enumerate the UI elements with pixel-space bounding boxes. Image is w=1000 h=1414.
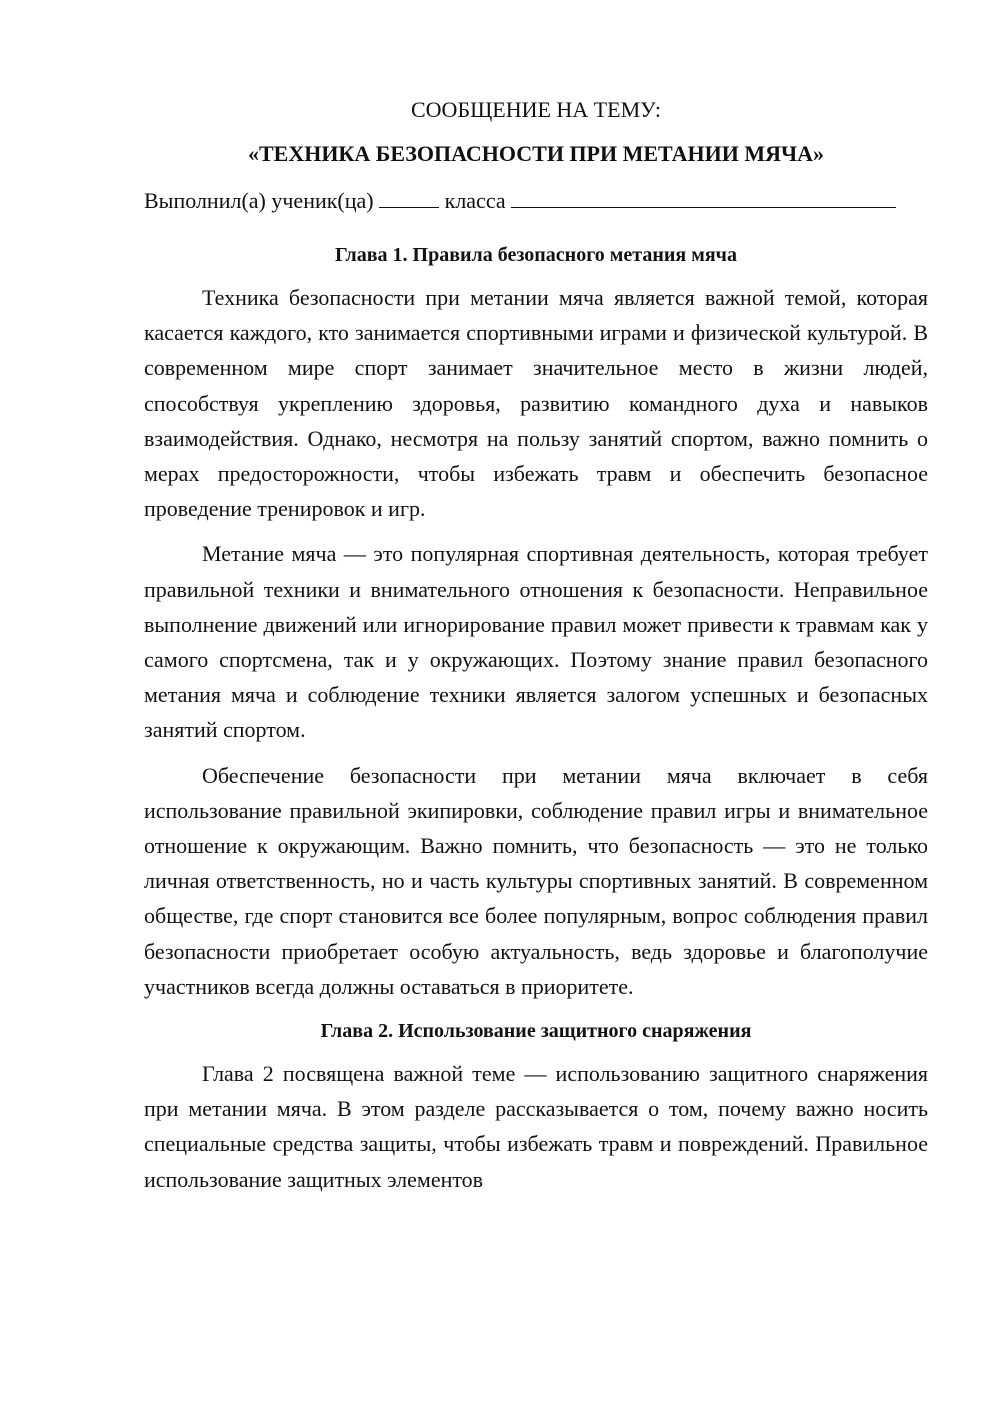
chapter-2-paragraph-1: Глава 2 посвящена важной теме — использованию защитного снаряжения при метании мяча. В этом разделе рассказывается о том, почему важно носить специальные средства защиты, чтобы избежать травм и повреждений. Правильное использование защитных элементов	[144, 1061, 928, 1192]
class-label: класса	[444, 188, 506, 213]
chapter-1-paragraph-3: Обеспечение безопасности при метании мяча включает в себя использование правильной экипировки, соблюдение правил игры и внимательное отношение к окружающим. Важно помнить, что безопасность — это не только личная ответственность, но и часть культуры спортивных занятий. В современном обществе, где спорт становится все более популярным, вопрос соблюдения правил безопасности приобретает особую актуальность, ведь здоровье и благополучие участников всегда должны оставаться в приоритете.	[144, 762, 928, 999]
chapter-2-title: Глава 2. Использование защитного снаряжения	[320, 1020, 752, 1043]
chapter-1-paragraph-1: Техника безопасности при метании мяча является важной темой, которая касается каждого, кто занимается спортивными играми и физической культурой. В современном мире спорт занимает значительное место в жизни людей, способствуя укреплению здоровья, развитию командного духа и навыков взаимодействия. Однако, несмотря на пользу занятий спортом, важно помнить о мерах предосторожности, чтобы избежать травм и обеспечить безопасное проведение тренировок и игр.	[144, 285, 928, 522]
student-label: Выполнил(а) ученик(ца)	[144, 188, 374, 213]
chapter-1-title: Глава 1. Правила безопасного метания мяча	[335, 244, 737, 266]
document-title: «ТЕХНИКА БЕЗОПАСНОСТИ ПРИ МЕТАНИИ МЯЧА»	[247, 141, 825, 166]
class-name-blank-field	[511, 185, 896, 208]
document-header-line: СООБЩЕНИЕ НА ТЕМУ:	[411, 97, 661, 122]
document-page	[144, 88, 928, 1207]
grade-blank-field	[379, 185, 439, 208]
student-info-line	[144, 184, 928, 218]
chapter-1-paragraph-2: Метание мяча — это популярная спортивная деятельность, которая требует правильной техники и внимательного отношения к безопасности. Неправильное выполнение движений или игнорирование правил может привести к травмам как у самого спортсмена, так и у окружающих. Поэтому знание правил безопасного метания мяча и соблюдение техники является залогом успешных и безопасных занятий спортом.	[144, 541, 928, 743]
